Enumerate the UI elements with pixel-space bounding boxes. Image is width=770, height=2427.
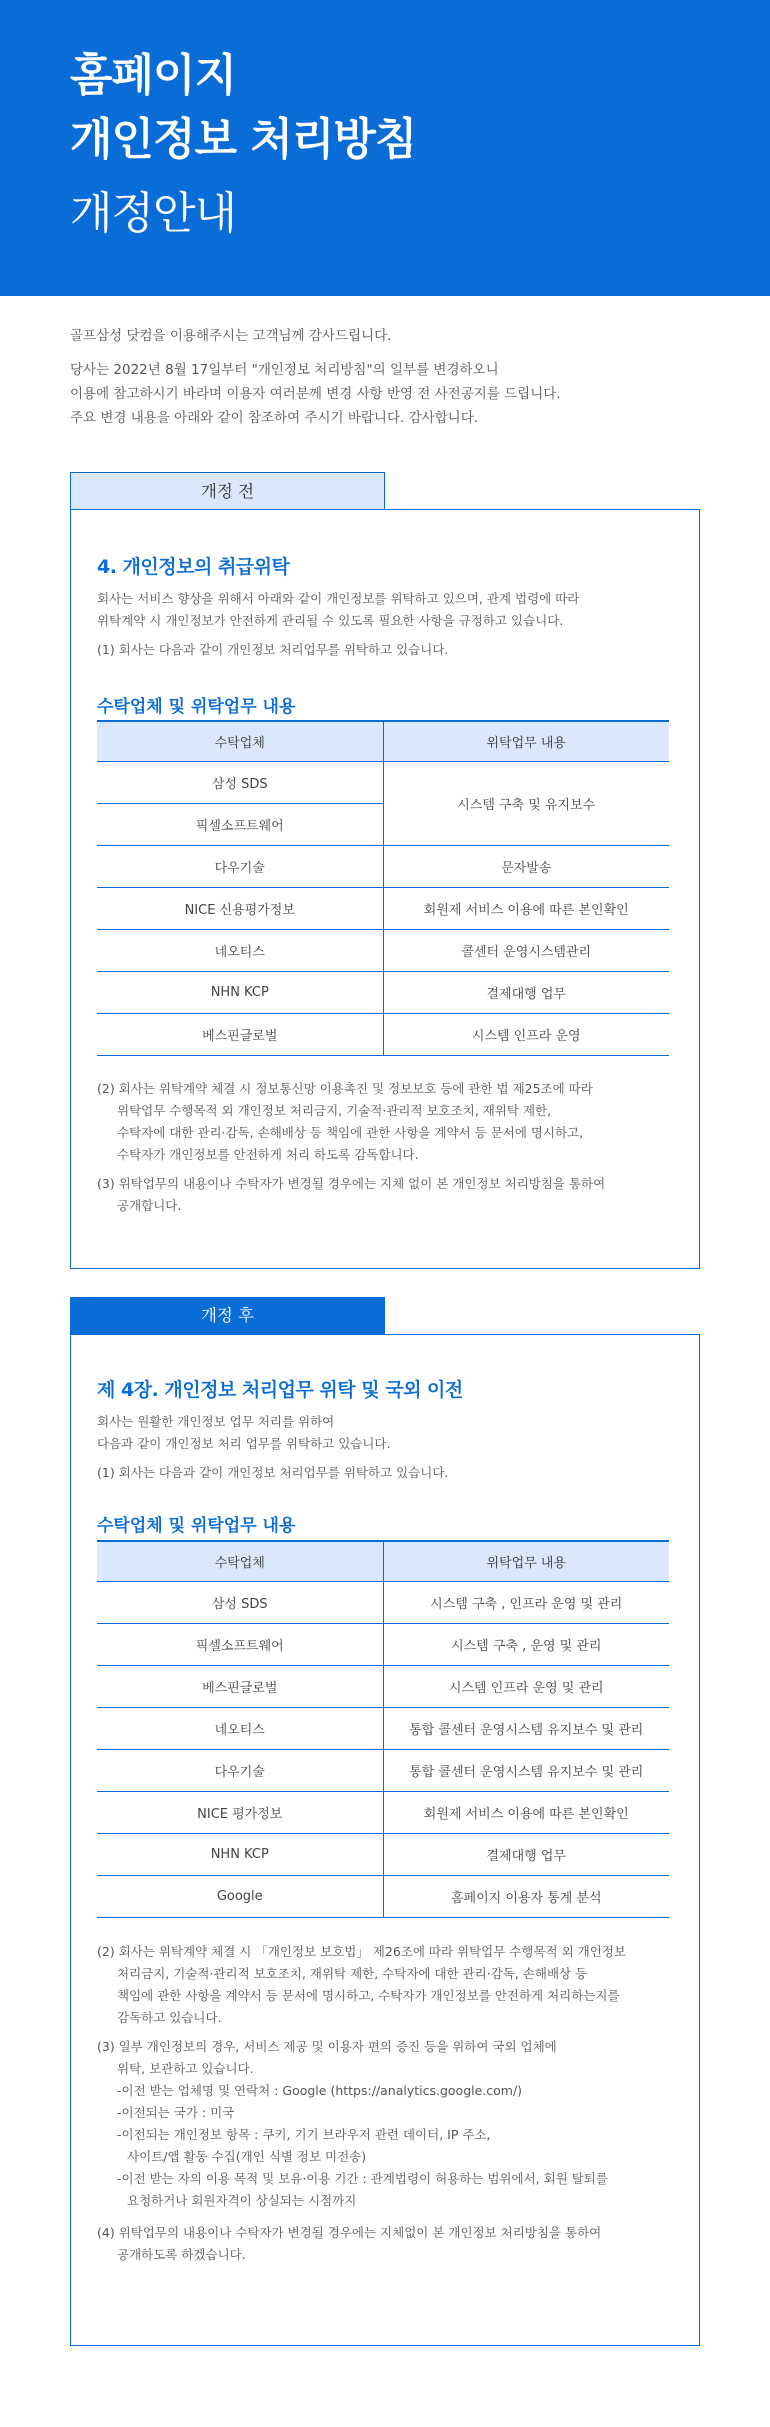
paragraph-line: (2) 회사는 위탁계약 체결 시 정보통신망 이용촉진 및 정보보호 등에 관한 법 제25조에 따라	[97, 1081, 593, 1096]
company-cell: 베스핀글로벌	[97, 1665, 383, 1707]
table-row	[97, 845, 669, 887]
paragraph-line: (1) 회사는 다음과 같이 개인정보 처리업무를 위탁하고 있습니다.	[97, 1465, 449, 1480]
company-cell: NICE 평가정보	[97, 1791, 383, 1833]
table-row	[97, 1665, 669, 1707]
column-header: 위탁업무 내용	[383, 721, 669, 761]
task-cell: 회원제 서비스 이용에 따른 본인확인	[383, 887, 669, 929]
company-cell: 다우기술	[97, 1749, 383, 1791]
tab-after-revision: 개정 후	[70, 1297, 385, 1335]
company-cell: NICE 신용평가정보	[97, 887, 383, 929]
paragraph-line: 책임에 관한 사항을 계약서 등 문서에 명시하고, 수탁자가 개인정보를 안전하게 처리하는지를	[117, 1988, 620, 2003]
section-intro	[97, 1411, 677, 1484]
table-row	[97, 1749, 669, 1791]
section-title: 제 4장. 개인정보 처리업무 위탁 및 국외 이전	[97, 1379, 463, 1401]
paragraph-line: 수탁자에 대한 관리·감독, 손해배상 등 책임에 관한 사항을 계약서 등 문서에 명시하고,	[117, 1125, 584, 1140]
section-intro	[97, 588, 677, 661]
paragraph-line: (1) 회사는 다음과 같이 개인정보 처리업무를 위탁하고 있습니다.	[97, 642, 449, 657]
paragraph-line: -이전되는 개인정보 항목 : 쿠키, 기기 브라우저 관련 데이터, IP 주소,	[117, 2127, 491, 2142]
table-title: 수탁업체 및 위탁업무 내용	[97, 1516, 296, 1536]
table-row	[97, 761, 669, 803]
paragraph-line: 처리금지, 기술적·관리적 보호조치, 재위탁 제한, 수탁자에 대한 관리·감독, 손해배상 등	[117, 1966, 588, 1981]
table-row	[97, 971, 669, 1013]
table-row	[97, 887, 669, 929]
paragraph-line: 요청하거나 회원자격이 상실되는 시점까지	[127, 2193, 357, 2208]
table-row	[97, 929, 669, 971]
paragraph-line: 공개합니다.	[117, 1198, 182, 1213]
paragraph-line: -이전되는 국가 : 미국	[117, 2105, 235, 2120]
paragraph-line: 수탁자가 개인정보를 안전하게 처리 하도록 감독합니다.	[117, 1147, 419, 1162]
table-row	[97, 1791, 669, 1833]
intro-line: 이용에 참고하시기 바라며 이용자 여러분께 변경 사항 반영 전 사전공지를 드립니다.	[70, 386, 561, 402]
intro-greeting: 골프삼성 닷컴을 이용해주시는 고객님께 감사드립니다.	[70, 328, 392, 344]
task-cell: 결제대행 업무	[383, 971, 669, 1013]
paragraph-line: -이전 받는 자의 이용 목적 및 보유·이용 기간 : 관계법령이 허용하는 범위에서, 회원 탈퇴를	[117, 2171, 608, 2186]
table-row	[97, 1875, 669, 1917]
company-cell: 픽셀소프트웨어	[97, 803, 383, 845]
hero-banner	[0, 0, 770, 296]
company-cell: 네오티스	[97, 1707, 383, 1749]
company-cell: 삼성 SDS	[97, 1581, 383, 1623]
paragraph-line: 감독하고 있습니다.	[117, 2010, 222, 2025]
paragraph-line: 사이트/앱 활동 수집(개인 식별 정보 미전송)	[127, 2149, 367, 2164]
paragraph-line: 위탁업무 수행목적 외 개인정보 처리금지, 기술적·관리적 보호조치, 재위탁 제한,	[117, 1103, 552, 1118]
company-cell: 베스핀글로벌	[97, 1013, 383, 1055]
trustee-table	[97, 720, 669, 1056]
section-title: 4. 개인정보의 취급위탁	[97, 556, 290, 578]
paragraph-line: (2) 회사는 위탁계약 체결 시 「개인정보 보호법」 제26조에 따라 위탁업무 수행목적 외 개인정보	[97, 1944, 626, 1959]
table-header-row	[97, 721, 669, 761]
after-revision-box	[70, 1334, 700, 2346]
intro-text	[70, 324, 710, 430]
company-cell: 삼성 SDS	[97, 761, 383, 803]
paragraph-line: (3) 위탁업무의 내용이나 수탁자가 변경될 경우에는 지체 없이 본 개인정보 처리방침을 통하여	[97, 1176, 606, 1191]
column-header: 위탁업무 내용	[383, 1541, 669, 1581]
task-cell: 시스템 인프라 운영	[383, 1013, 669, 1055]
table-row	[97, 1013, 669, 1055]
table-row	[97, 1581, 669, 1623]
company-cell: 픽셀소프트웨어	[97, 1623, 383, 1665]
hero-title-line3: 개정안내	[70, 188, 237, 239]
task-cell: 통합 콜센터 운영시스템 유지보수 및 관리	[383, 1707, 669, 1749]
table-title: 수탁업체 및 위탁업무 내용	[97, 697, 296, 717]
paragraph-line: -이전 받는 업체명 및 연락처 : Google (https://analytics.google.com/)	[117, 2083, 523, 2098]
hero-title-line2: 개인정보 처리방침	[70, 114, 417, 165]
section-footnotes	[97, 1078, 677, 1217]
paragraph-line: 위탁, 보관하고 있습니다.	[117, 2061, 254, 2076]
before-revision-box	[70, 509, 700, 1269]
task-cell: 시스템 구축 , 운영 및 관리	[383, 1623, 669, 1665]
task-cell: 시스템 구축 및 유지보수	[383, 761, 669, 845]
table-header-row	[97, 1541, 669, 1581]
trustee-table	[97, 1540, 669, 1918]
task-cell: 통합 콜센터 운영시스템 유지보수 및 관리	[383, 1749, 669, 1791]
task-cell: 시스템 구축 , 인프라 운영 및 관리	[383, 1581, 669, 1623]
paragraph-line: (3) 일부 개인정보의 경우, 서비스 제공 및 이용자 편의 증진 등을 위하여 국외 업체에	[97, 2039, 557, 2054]
task-cell: 시스템 인프라 운영 및 관리	[383, 1665, 669, 1707]
company-cell: 다우기술	[97, 845, 383, 887]
column-header: 수탁업체	[97, 721, 383, 761]
table-row	[97, 1623, 669, 1665]
section-footnotes	[97, 1941, 677, 2266]
task-cell: 콜센터 운영시스템관리	[383, 929, 669, 971]
paragraph-line: 회사는 원활한 개인정보 업무 처리를 위하여	[97, 1414, 335, 1429]
company-cell: Google	[97, 1875, 383, 1917]
column-header: 수탁업체	[97, 1541, 383, 1581]
company-cell: NHN KCP	[97, 971, 383, 1013]
paragraph-line: 다음과 같이 개인정보 처리 업무를 위탁하고 있습니다.	[97, 1436, 391, 1451]
task-cell: 회원제 서비스 이용에 따른 본인확인	[383, 1791, 669, 1833]
paragraph-line: 회사는 서비스 향상을 위해서 아래와 같이 개인정보를 위탁하고 있으며, 관계 법령에 따라	[97, 591, 580, 606]
task-cell: 결제대행 업무	[383, 1833, 669, 1875]
table-row	[97, 1707, 669, 1749]
paragraph-line: (4) 위탁업무의 내용이나 수탁자가 변경될 경우에는 지체없이 본 개인정보 처리방침을 통하여	[97, 2225, 602, 2240]
task-cell: 문자발송	[383, 845, 669, 887]
table-row	[97, 1833, 669, 1875]
hero-title-line1: 홈페이지	[70, 50, 237, 101]
company-cell: 네오티스	[97, 929, 383, 971]
paragraph-line: 위탁계약 시 개인정보가 안전하게 관리될 수 있도록 필요한 사항을 규정하고 있습니다.	[97, 613, 564, 628]
intro-line: 주요 변경 내용을 아래와 같이 참조하여 주시기 바랍니다. 감사합니다.	[70, 410, 479, 426]
task-cell: 홈페이지 이용자 통계 분석	[383, 1875, 669, 1917]
paragraph-line: 공개하도록 하겠습니다.	[117, 2247, 246, 2262]
company-cell: NHN KCP	[97, 1833, 383, 1875]
tab-before-revision: 개정 전	[70, 472, 385, 510]
intro-line: 당사는 2022년 8월 17일부터 "개인정보 처리방침"의 일부를 변경하오니	[70, 362, 499, 378]
